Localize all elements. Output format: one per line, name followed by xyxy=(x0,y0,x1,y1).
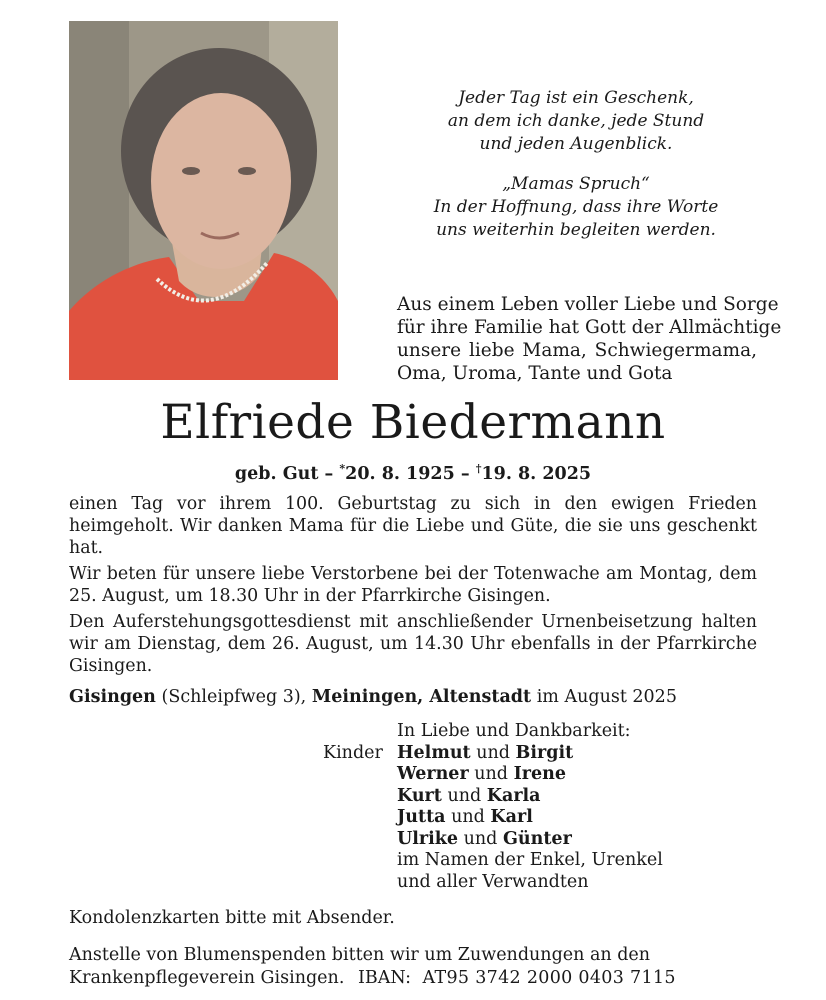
mourner-name: Werner xyxy=(397,764,469,784)
mourner-name: Kurt xyxy=(397,785,442,806)
closing-line: und aller Verwandten xyxy=(397,871,589,892)
iban-label: IBAN: xyxy=(357,968,411,988)
connector: und xyxy=(447,785,482,806)
birth-mark: * xyxy=(339,462,346,475)
mourners-heading: In Liebe und Dankbarkeit: xyxy=(397,721,631,741)
connector: und xyxy=(463,828,498,849)
mourner-name: Karl xyxy=(490,807,533,827)
intro-line: unsere liebe Mama, Schwiegermama, xyxy=(397,340,757,361)
life-dates: geb. Gut – *20. 8. 1925 – †19. 8. 2025 xyxy=(234,462,592,484)
place-name: Gisingen xyxy=(69,687,156,707)
mourner-name: Jutta xyxy=(397,807,446,827)
body-paragraph: einen Tag vor ihrem 100. Geburtstag zu sich in den ewigen Frieden heimgeholt. Wir danken Mama für die Liebe und Güte, die sie uns geschenkt hat. xyxy=(69,494,757,558)
mourners-list xyxy=(397,721,663,893)
donation-note xyxy=(69,944,676,990)
intro-line: Oma, Uroma, Tante und Gota xyxy=(397,363,673,384)
quote-line: und jeden Augenblick. xyxy=(479,134,673,154)
date-text: im August 2025 xyxy=(536,687,677,707)
quote-line: uns weiterhin begleiten werden. xyxy=(436,220,716,240)
announcement-body xyxy=(69,493,757,681)
mourner-name: Karla xyxy=(486,785,541,806)
intro-text xyxy=(397,293,782,385)
quote-line: an dem ich danke, jede Stund xyxy=(447,111,705,131)
quote-line: „Mamas Spruch“ xyxy=(502,174,650,194)
condolence-note: Kondolenzkarten bitte mit Absender. xyxy=(69,908,395,928)
intro-line: Aus einem Leben voller Liebe und Sorge xyxy=(397,294,779,315)
connector: und xyxy=(474,764,508,784)
birth-date: 20. 8. 1925 xyxy=(345,463,455,484)
donation-line: Anstelle von Blumenspenden bitten wir um Zuwendungen an den xyxy=(69,945,651,965)
mourner-name: Helmut xyxy=(397,742,471,763)
connector: und xyxy=(451,807,485,827)
address: (Schleipfweg 3), xyxy=(161,687,307,707)
deceased-name: Elfriede Biedermann xyxy=(160,395,666,450)
mourner-name: Ulrike xyxy=(397,828,459,849)
quote-line: Jeder Tag ist ein Geschenk, xyxy=(458,88,694,108)
intro-line: für ihre Familie hat Gott der Allmächtige xyxy=(397,317,782,338)
death-mark: † xyxy=(475,462,482,475)
body-paragraph: Wir beten für unsere liebe Verstorbene bei der Totenwache am Montag, dem 25. August, um 18.30 Uhr in der Pfarrkirche Gisingen. xyxy=(69,564,757,606)
place-name: Meiningen, Altenstadt xyxy=(311,687,532,707)
mourner-name: Irene xyxy=(513,764,566,784)
mourner-name: Günter xyxy=(502,828,572,849)
donation-line: Krankenpflegeverein Gisingen. xyxy=(69,968,345,988)
closing-line: im Namen der Enkel, Urenkel xyxy=(397,850,663,870)
death-date: 19. 8. 2025 xyxy=(481,463,592,484)
location-line xyxy=(69,685,769,709)
portrait-photo xyxy=(69,21,338,380)
quote-line: In der Hoffnung, dass ihre Worte xyxy=(433,197,719,217)
children-label: Kinder xyxy=(323,743,383,763)
mourner-pair xyxy=(397,786,663,808)
iban-number: AT95 3742 2000 0403 7115 xyxy=(422,968,676,988)
birth-name: geb. Gut xyxy=(234,463,319,484)
motto-quote xyxy=(396,87,756,242)
mourner-name: Birgit xyxy=(515,742,574,763)
mourner-pair xyxy=(397,807,663,829)
body-paragraph: Den Auferstehungsgottesdienst mit anschließender Urnenbeisetzung halten wir am Dienstag, dem 26. August, um 14.30 Uhr ebenfalls in der Pfarrkirche Gisingen. xyxy=(69,612,757,676)
mourner-pair xyxy=(397,743,663,765)
mourner-pair xyxy=(397,764,663,786)
connector: und xyxy=(476,742,510,763)
portrait-illustration xyxy=(69,21,338,380)
mourner-pair xyxy=(397,829,663,851)
